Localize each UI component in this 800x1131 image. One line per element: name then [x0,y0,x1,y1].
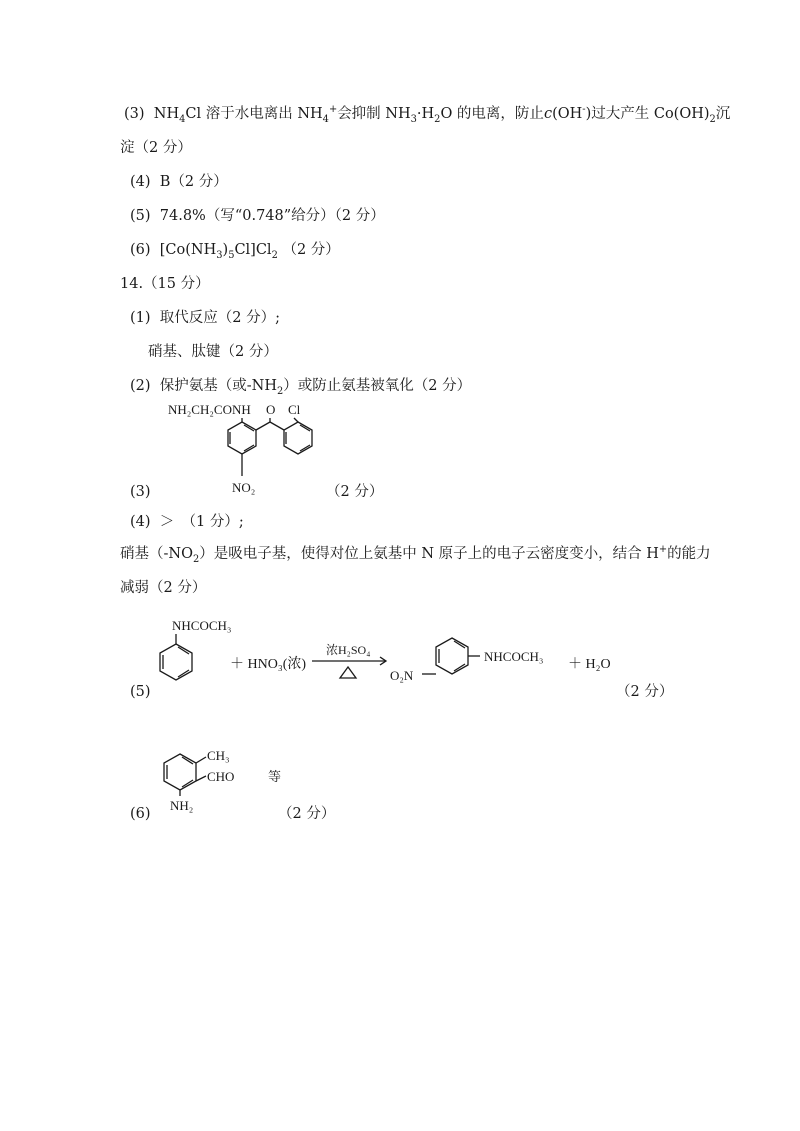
q14-4-explanation-cont: 减弱（2 分） [120,580,207,596]
nitro-label: NO₂ [232,480,256,495]
right-benzene-ring [284,422,312,454]
q14-2-line: (2) 保护氨基（或$-NH_2$）或防止氨基被氧化（2 分） [130,378,472,397]
q14-5-reaction [150,612,670,692]
q14-6-score: （2 分） [278,806,336,822]
aldehyde-label: CHO [207,769,235,784]
bond-to-methyl [196,757,206,763]
carbonyl-o-label: O [266,402,276,417]
q13-3-continuation: 淀（2 分） [120,140,192,156]
q14-4-explanation: 硝基$(-NO_2)$是吸电子基，使得对位上氨基中 N 原子上的电子云密度变小，结合 H+的能力 [120,544,711,565]
benzene-ring [164,754,196,790]
q14-6-number: (6) [130,806,151,822]
q13-3-line: (3) $NH_4Cl$ 溶于水电离出 $NH_4^+$会抑制 $NH_3\cdot H_2O$ 的电离，防止c(OH-)过大产生 $Co(OH)_2$沉 [124,104,731,125]
amino-label: NH₂ [170,798,194,813]
chloro-label: Cl [288,402,301,417]
product-nitro-label: O₂N [390,668,414,683]
q14-6-structure [150,740,290,814]
q13-4-line: (4) B（2 分） [130,174,228,190]
product-benzene-ring [436,638,468,674]
heat-symbol [340,667,356,678]
q14-3-number: (3) [130,484,151,500]
q14-3-score: （2 分） [326,484,384,500]
nitric-acid-label: ＋ HNO₃(浓) [230,657,307,672]
q14-1-sub-line: 硝基、肽键（2 分） [148,344,278,360]
bond-to-chloro [294,418,298,422]
reactant-benzene-ring [160,644,192,680]
bond-to-right-ring [270,422,284,430]
q13-5-line: (5) 74.8%（写“0.748”给分）（2 分） [130,208,385,224]
q14-title: 14.（15 分） [120,276,210,292]
bond-to-aldehyde [196,776,206,781]
etc-label: 等 [268,769,282,784]
product-amide-label: NHCOCH₃ [484,649,544,664]
condition-label: 浓H₂SO₄ [326,643,371,657]
water-label: ＋ H₂O [568,657,611,672]
amide-group-label: NH₂CH₂CONH [168,402,251,417]
q13-6-line: (6) $[Co(NH_3)_5Cl]Cl_2$ （2 分） [130,242,340,261]
q14-5-number: (5) [130,684,151,700]
reactant-amide-label: NHCOCH₃ [172,618,232,633]
methyl-label: CH₃ [207,748,230,763]
q14-5-score: （2 分） [616,684,674,700]
q14-4-line: (4) ＞ （1 分）; [130,514,244,530]
q14-1-line: (1) 取代反应（2 分）; [130,310,280,326]
left-benzene-ring [228,422,256,454]
bond-to-carbonyl [256,422,270,430]
question-number: (3) [124,106,145,122]
